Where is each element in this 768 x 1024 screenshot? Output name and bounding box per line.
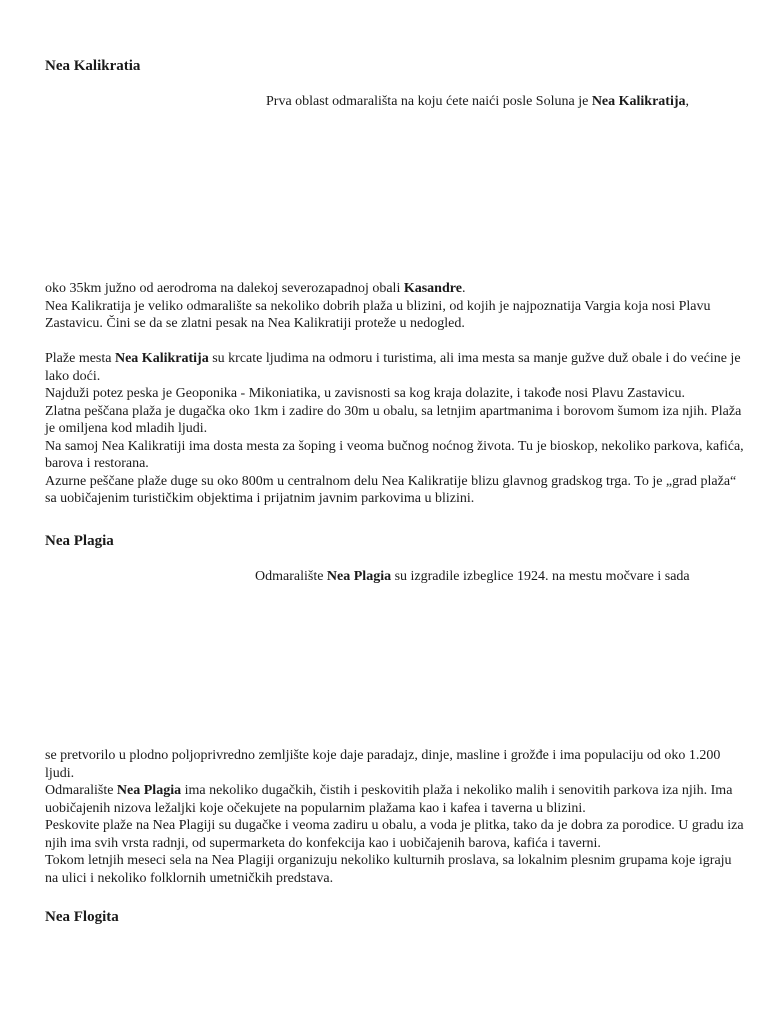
intro-text-end: su izgradile izbeglice 1924. na mestu močvare i sada: [391, 569, 690, 584]
section-title-nea-flogita: Nea Flogita: [45, 909, 119, 925]
section-intro-nea-kalikratia: [266, 93, 689, 111]
paragraph-text-end: su krcate ljudima na odmoru i turistima, ali ima mesta sa manje gužve duž obale i do većine je lako doći.: [45, 351, 741, 384]
paragraph: Na samoj Nea Kalikratiji ima dosta mesta za šoping i veoma bučnog noćnog života. Tu je bioskop, nekoliko parkova, kafića, barova i restorana.: [45, 438, 744, 471]
paragraph: Najduži potez peska je Geoponika - Mikoniatika, u zavisnosti sa kog kraja dolazite, i takođe nosi Plavu Zastavicu.: [45, 386, 685, 401]
intro-text: Odmaralište: [255, 569, 327, 584]
image-placeholder: [240, 592, 720, 742]
paragraph: Nea Kalikratija je veliko odmaralište sa nekoliko dobrih plaža u blizini, od kojih je najpoznatija Vargia koja nosi Plavu Zastavicu. Čini se da se zlatni pesak na Nea Kalikratiji proteže u nedogled.: [45, 298, 711, 331]
paragraph: Azurne peščane plaže duge su oko 800m u centralnom delu Nea Kalikratije blizu glavnog gradskog trga. To je „grad plaža“ sa uobičajenim turističkim objektima i prijatnim javnim parkovima u blizini.: [45, 473, 737, 506]
intro-text: Prva oblast odmarališta na koju ćete naići posle Soluna je: [266, 94, 592, 109]
paragraph: se pretvorilo u plodno poljoprivredno zemljište koje daje paradajz, dinje, masline i grožđe i ima populaciju od oko 1.200 ljudi.: [45, 748, 721, 781]
section-intro-nea-plagia: [255, 568, 690, 586]
paragraph-gap: [45, 333, 745, 351]
paragraph-text-end: ima nekoliko dugačkih, čistih i peskovitih plaža i nekoliko malih i senovitih parkova iza njih. Ima uobičajenih nizova ležaljki koje očekujete na popularnim plažama kao i kafea i taverna u blizini.: [45, 783, 733, 816]
intro-text-end: ,: [685, 94, 690, 109]
paragraph-text: Plaže mesta: [45, 351, 115, 366]
paragraph-text-end: .: [461, 281, 466, 296]
section-title-nea-plagia: Nea Plagia: [45, 533, 114, 549]
image-placeholder: [240, 118, 720, 278]
paragraph-bold-place: Kasandre: [403, 281, 462, 296]
paragraph: Zlatna peščana plaža je dugačka oko 1km i zadire do 30m u obalu, sa letnjim apartmanima i borovom šumom iza njih. Plaža je omiljena kod mladih ljudi.: [45, 403, 742, 436]
section-title-nea-kalikratia: Nea Kalikratia: [45, 58, 141, 74]
section-body-nea-plagia: [45, 747, 745, 887]
paragraph: [45, 350, 745, 385]
paragraph-text: Odmaralište: [45, 783, 117, 798]
paragraph-text: oko 35km južno od aerodroma na dalekoj severozapadnoj obali: [45, 281, 404, 296]
intro-bold-place: Nea Plagia: [326, 569, 392, 584]
paragraph: [45, 280, 745, 298]
paragraph-bold-place: Nea Plagia: [116, 783, 182, 798]
paragraph: [45, 782, 745, 817]
paragraph: Peskovite plaže na Nea Plagiji su dugačke i veoma zadiru u obalu, a voda je plitka, tako da je dobra za porodice. U gradu iza njih ima svih vrsta radnji, od supermarketa do konfekcija kao i uobičajenih barova, kafića i taverni.: [45, 818, 744, 851]
paragraph: Tokom letnjih meseci sela na Nea Plagiji organizuju nekoliko kulturnih proslava, sa lokalnim plesnim grupama koje igraju na ulici i nekoliko folklornih umetničkih predstava.: [45, 853, 732, 886]
intro-bold-place: Nea Kalikratija: [591, 94, 686, 109]
paragraph-bold-place: Nea Kalikratija: [114, 351, 209, 366]
section-body-nea-kalikratia: [45, 280, 745, 508]
